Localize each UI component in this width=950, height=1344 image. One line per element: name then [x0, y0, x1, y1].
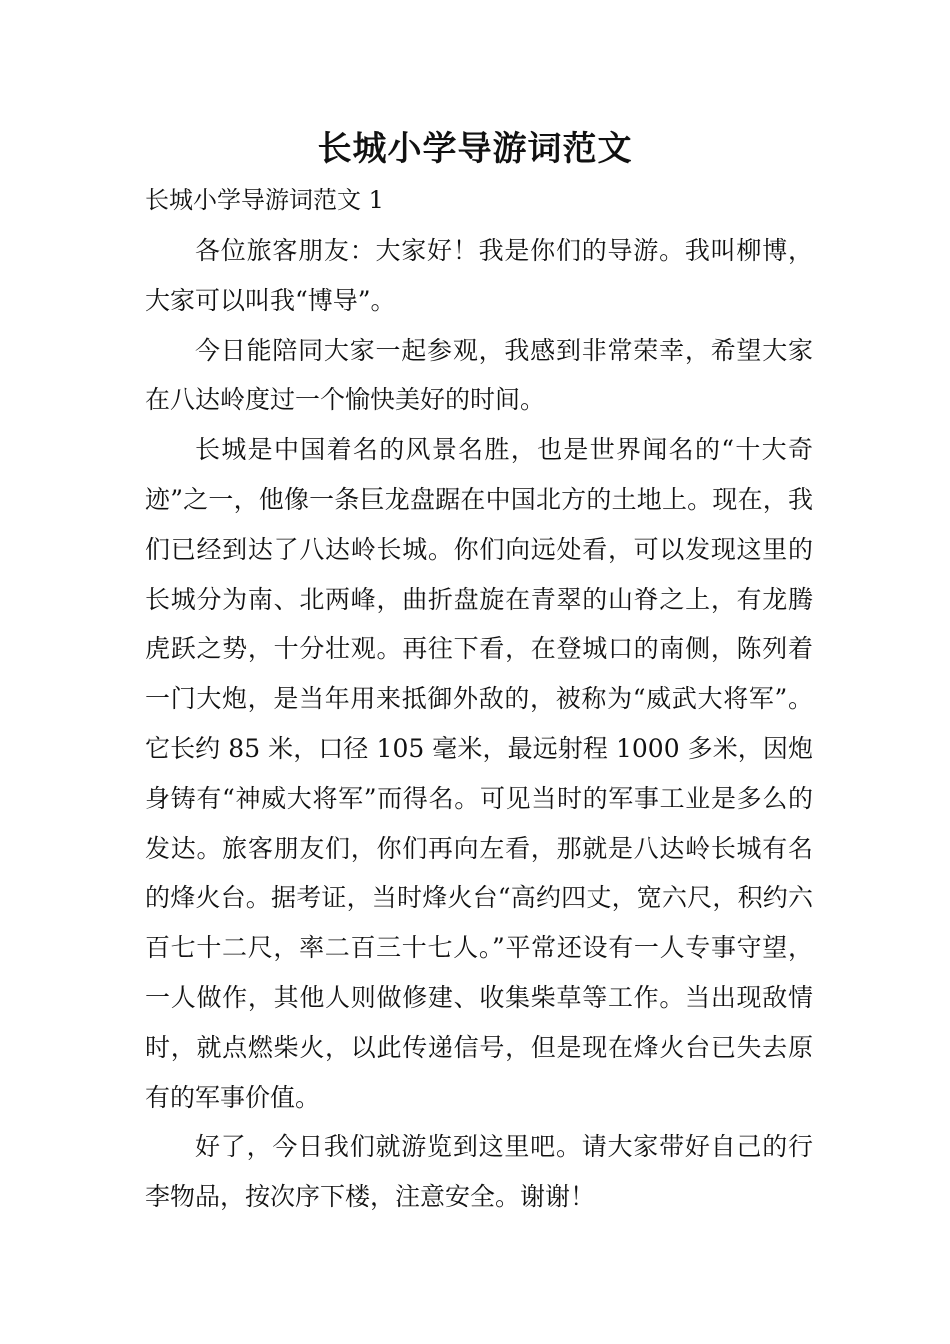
document-title: 长城小学导游词范文	[317, 129, 633, 169]
paragraph-great-wall: 长城是中国着名的风景名胜，也是世界闻名的“十大奇迹”之一，他像一条巨龙盘踞在中国北方的土地上。现在，我们已经到达了八达岭长城。你们向远处看，可以发现这里的长城分为南、北两峰，曲折盘旋在青翠的山脊之上，有龙腾虎跃之势，十分壮观。再往下看，在登城口的南侧，陈列着一门大炮，是当年用来抵御外敌的，被称为“威武大将军”。它长约 85 米，口径 105 毫米，最远射程 1000 多米，因炮身铸有“神威大将军”而得名。可见当时的军事工业是多么的发达。旅客朋友们，你们再向左看，那就是八达岭长城有名的烽火台。据考证，当时烽火台“高约四丈，宽六尺，积约六百七十二尺，率二百三十七人。”平常还设有一人专事守望，一人做作，其他人则做修建、收集柴草等工作。当出现敌情时，就点燃柴火，以此传递信号，但是现在烽火台已失去原有的军事价值。	[145, 435, 813, 1112]
document-body	[145, 226, 813, 1222]
paragraph-welcome: 今日能陪同大家一起参观，我感到非常荣幸，希望大家在八达岭度过一个愉快美好的时间。	[145, 335, 813, 415]
section-heading: 长城小学导游词范文 1	[145, 186, 384, 214]
paragraph-greeting: 各位旅客朋友：大家好！我是你们的导游。我叫柳博，大家可以叫我“博导”。	[145, 236, 813, 315]
paragraph-closing: 好了，今日我们就游览到这里吧。请大家带好自己的行李物品，按次序下楼，注意安全。谢谢！	[145, 1132, 813, 1212]
